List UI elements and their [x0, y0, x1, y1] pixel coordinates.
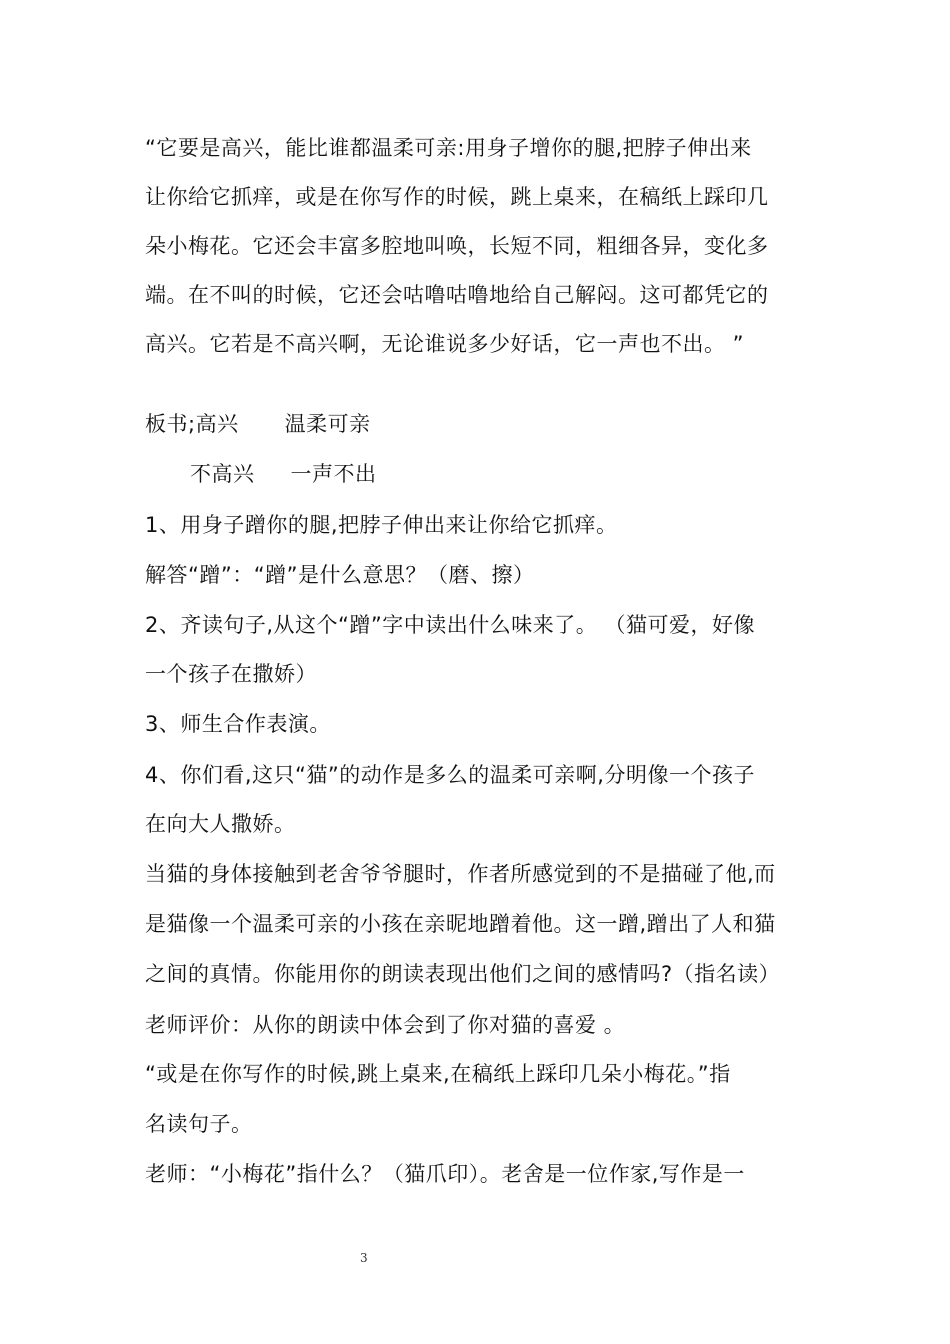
board-row-2: [190, 460, 377, 488]
text-line-8: 当猫的身体接触到老舍爷爷腿时，作者所感觉到的不是描碰了他,而: [145, 862, 776, 886]
page-number: 3: [360, 1251, 368, 1265]
board-item-2-right: 一声不出: [290, 462, 377, 486]
board-label: 板书;高兴: [145, 412, 239, 436]
text-line-12: “或是在你写作的时候,跳上桌来,在稿纸上踩印几朵小梅花。”指: [145, 1062, 731, 1086]
quote-line-3: 朵小梅花。它还会丰富多腔地叫唤，长短不同，粗细各异，变化多: [145, 234, 769, 258]
text-line-14: 老师：“小梅花”指什么？（猫爪印）。老舍是一位作家,写作是一: [145, 1162, 745, 1186]
text-line-10: 之间的真情。你能用你的朗读表现出他们之间的感情吗?（指名读）: [145, 962, 781, 986]
board-item-1: 温柔可亲: [284, 412, 371, 436]
quote-line-2: 让你给它抓痒，或是在你写作的时候，跳上桌来，在稿纸上踩印几: [145, 185, 769, 209]
text-line-2: 解答“蹭”：“蹭”是什么意思？（磨、擦）: [145, 563, 535, 587]
text-line-3: 2、齐读句子,从这个“蹭”字中读出什么味来了。 （猫可爱，好像: [145, 613, 755, 637]
quote-line-4: 端。在不叫的时候，它还会咕噜咕噜地给自己解闷。这可都凭它的: [145, 283, 769, 307]
text-line-5: 3、师生合作表演。: [145, 712, 331, 736]
text-line-1: 1、用身子蹭你的腿,把脖子伸出来让你给它抓痒。: [145, 513, 618, 537]
text-line-7: 在向大人撒娇。: [145, 812, 296, 836]
text-line-13: 名读句子。: [145, 1112, 253, 1136]
board-item-2-left: 不高兴: [190, 462, 255, 486]
text-line-9: 是猫像一个温柔可亲的小孩在亲昵地蹭着他。这一蹭,蹭出了人和猫: [145, 912, 776, 936]
quote-line-5: 高兴。它若是不高兴啊，无论谁说多少好话，它一声也不出。 ”: [145, 332, 745, 356]
text-line-6: 4、你们看,这只“猫”的动作是多么的温柔可亲啊,分明像一个孩子: [145, 763, 755, 787]
text-line-11: 老师评价：从你的朗读中体会到了你对猫的喜爱 。: [145, 1013, 626, 1037]
text-line-4: 一个孩子在撒娇）: [145, 662, 317, 686]
quote-line-1: “它要是高兴，能比谁都温柔可亲:用身子增你的腿,把脖子伸出来: [145, 136, 752, 160]
board-row-1: [145, 410, 371, 438]
